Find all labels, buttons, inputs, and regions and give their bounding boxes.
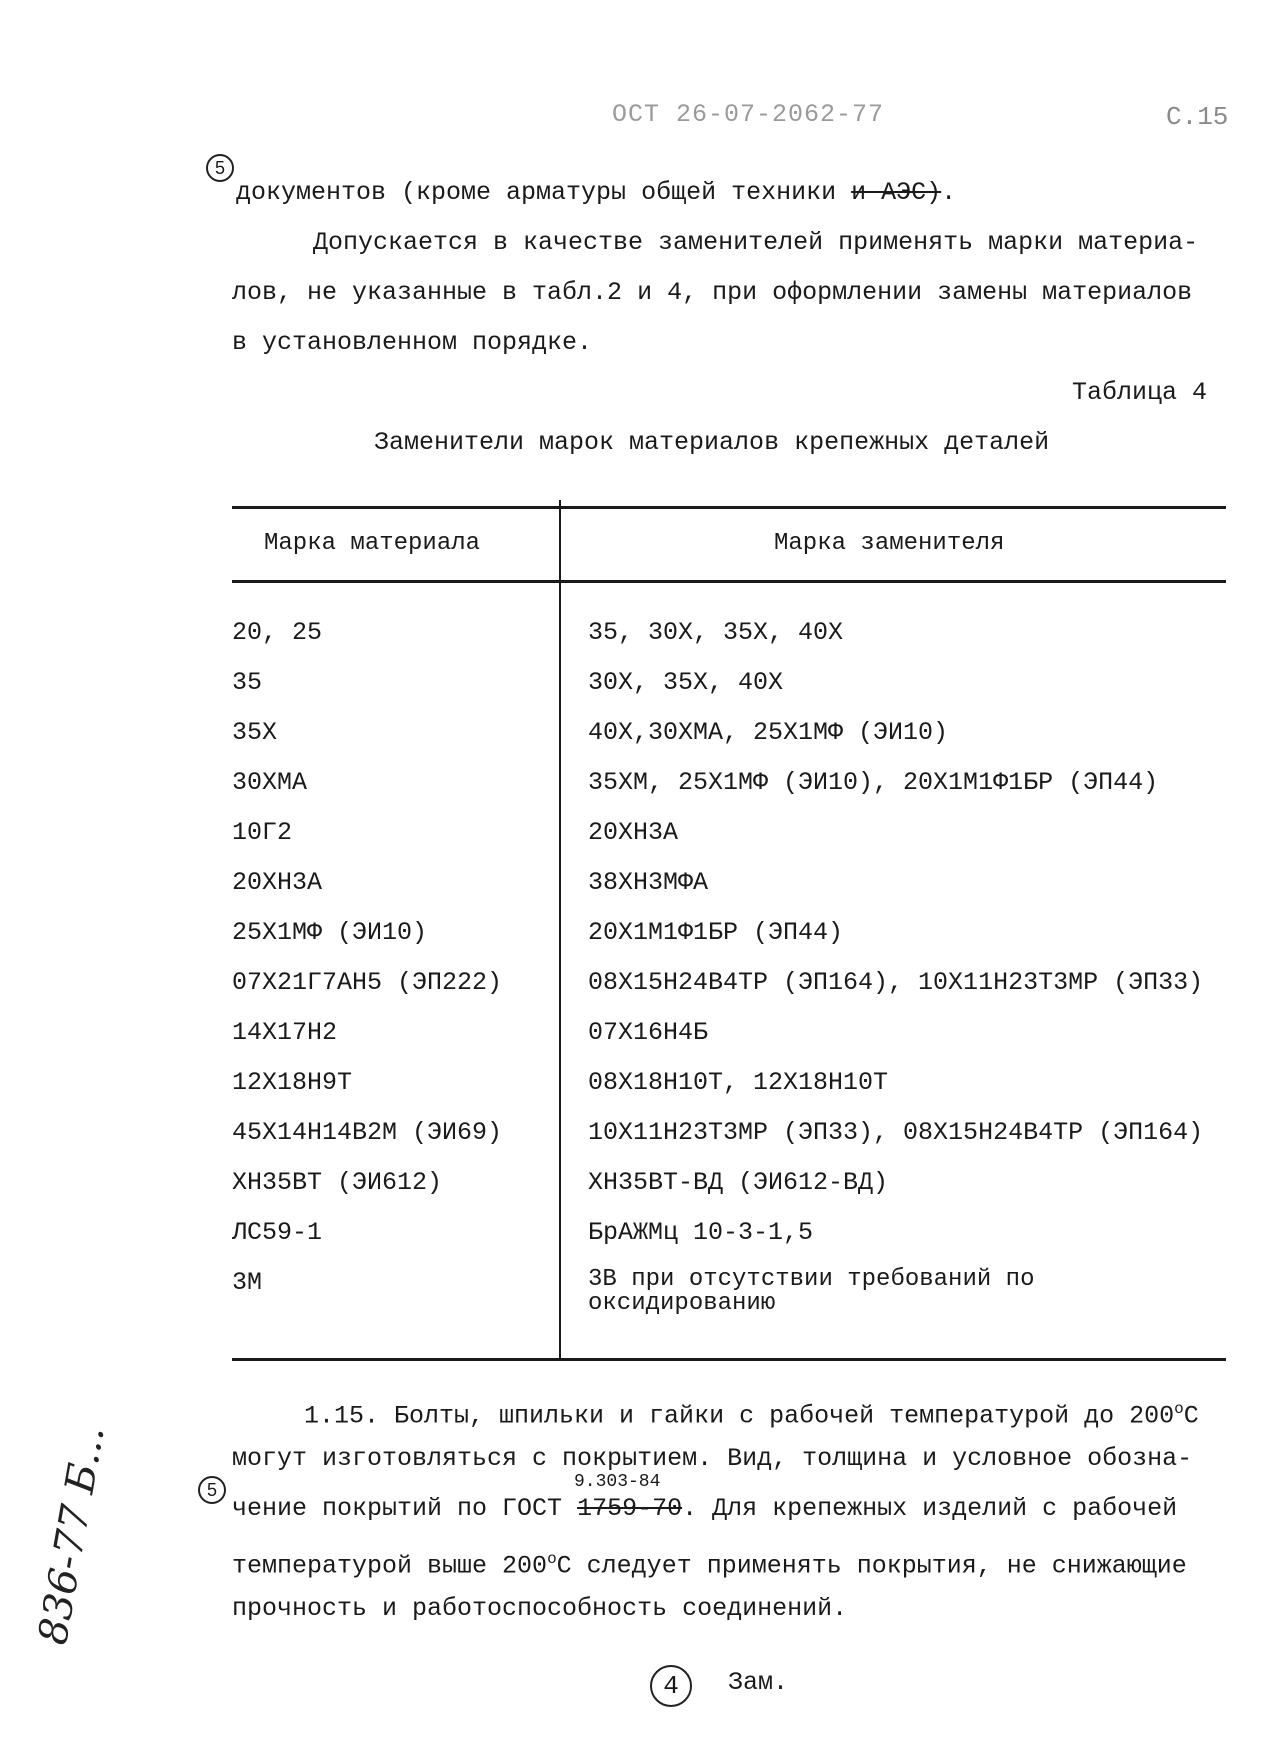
intro-line-3: лов, не указанные в табл.2 и 4, при оформлении замены материалов xyxy=(232,278,1193,307)
table-column-divider xyxy=(559,500,561,1358)
degree-sign: о xyxy=(1174,1400,1184,1418)
document-code: ОСТ 26-07-2062-77 xyxy=(612,100,885,129)
gost-replacement-number: 9.303-84 xyxy=(574,1472,661,1492)
section-text-3b: . Для крепежных изделий с рабочей xyxy=(682,1494,1178,1523)
degree-sign-2: о xyxy=(547,1550,557,1568)
table-cell-material: 25Х1МФ (ЭИ10) xyxy=(232,918,428,947)
table-cell-material: 35 xyxy=(232,668,263,697)
table-cell-substitute: 08Х18Н10Т, 12Х18Н10Т xyxy=(588,1068,889,1097)
section-line-1 xyxy=(304,1384,1199,1441)
handwritten-margin-note: 836-77 Б... xyxy=(30,1422,114,1648)
intro-line-2: Допускается в качестве заменителей применять марки материа- xyxy=(313,228,1199,257)
column-header-substitute: Марка заменителя xyxy=(774,530,1005,557)
section-text-4a: температурой выше 200 xyxy=(232,1551,548,1581)
section-text-4b: С следует применять покрытия, не снижающие xyxy=(556,1551,1187,1581)
table-cell-substitute: 08Х15Н24В4ТР (ЭП164), 10Х11Н23Т3МР (ЭП33) xyxy=(588,968,1204,997)
footer-change-number: 4 xyxy=(650,1665,692,1707)
table-cell-substitute: 20ХН3А xyxy=(588,818,679,847)
table-title: Заменители марок материалов крепежных деталей xyxy=(374,428,1050,457)
section-line-3 xyxy=(232,1484,1177,1534)
section-line-4 xyxy=(232,1534,1187,1591)
table-cell-material: 14Х17Н2 xyxy=(232,1018,338,1047)
intro-period: . xyxy=(941,178,957,207)
table-cell-substitute: БрАЖМц 10-3-1,5 xyxy=(588,1218,814,1247)
table-cell-material: 20ХН3А xyxy=(232,868,323,897)
table-cell-substitute: 35ХМ, 25Х1МФ (ЭИ10), 20Х1М1Ф1БР (ЭП44) xyxy=(588,768,1159,797)
intro-line-1 xyxy=(206,158,957,218)
table-cell-substitute: 07Х16Н4Б xyxy=(588,1018,709,1047)
table-bottom-rule xyxy=(232,1358,1226,1361)
table-cell-substitute: 10Х11Н23Т3МР (ЭП33), 08Х15Н24В4ТР (ЭП164) xyxy=(588,1118,1204,1147)
revision-marker-2: 5 xyxy=(198,1476,226,1504)
table-cell-material: 3М xyxy=(232,1268,263,1297)
table-cell-substitute: ХН35ВТ-ВД (ЭИ612-ВД) xyxy=(588,1168,889,1197)
table-cell-substitute: 30Х, 35Х, 40Х xyxy=(588,668,784,697)
intro-line-4: в установленном порядке. xyxy=(232,328,593,357)
column-header-material: Марка материала xyxy=(264,530,481,557)
table-cell-material: 10Г2 xyxy=(232,818,293,847)
struck-text: и АЭС) xyxy=(851,178,942,207)
struck-gost: 1759-70 xyxy=(577,1494,683,1523)
section-text-3a: чение покрытий по ГОСТ xyxy=(232,1494,578,1523)
table-top-rule xyxy=(232,506,1226,509)
table-cell-material: ЛС59-1 xyxy=(232,1218,323,1247)
section-text-1a: 1.15. Болты, шпильки и гайки с рабочей температурой до 200 xyxy=(304,1401,1175,1431)
table-cell-material: 20, 25 xyxy=(232,618,323,647)
section-line-2: могут изготовляться с покрытием. Вид, толщина и условное обозна- xyxy=(232,1444,1193,1473)
footer-change-label: Зам. xyxy=(728,1668,789,1697)
table-cell-material: 07Х21Г7АН5 (ЭП222) xyxy=(232,968,503,997)
table-cell-substitute: 38ХН3МФА xyxy=(588,868,709,897)
table-cell-substitute: 20Х1М1Ф1БР (ЭП44) xyxy=(588,918,844,947)
table-cell-substitute: 3В при отсутствии требований по оксидированию xyxy=(588,1266,1035,1317)
table-cell-substitute: 40Х,30ХМА, 25Х1МФ (ЭИ10) xyxy=(588,718,949,747)
intro-text: документов (кроме арматуры общей техники xyxy=(236,178,852,207)
table-caption: Таблица 4 xyxy=(1072,378,1208,407)
table-cell-material: 12Х18Н9Т xyxy=(232,1068,353,1097)
table-cell-material: 30ХМА xyxy=(232,768,308,797)
table-cell-substitute: 35, 30Х, 35Х, 40Х xyxy=(588,618,844,647)
table-cell-material: 45Х14Н14В2М (ЭИ69) xyxy=(232,1118,503,1147)
table-header-rule xyxy=(232,580,1226,583)
section-text-1b: С xyxy=(1183,1401,1199,1431)
section-line-5: прочность и работоспособность соединений. xyxy=(232,1594,848,1623)
table-cell-material: 35Х xyxy=(232,718,278,747)
table-cell-material: ХН35ВТ (ЭИ612) xyxy=(232,1168,443,1197)
page-number: С.15 xyxy=(1166,102,1229,132)
revision-marker: 5 xyxy=(206,154,234,182)
